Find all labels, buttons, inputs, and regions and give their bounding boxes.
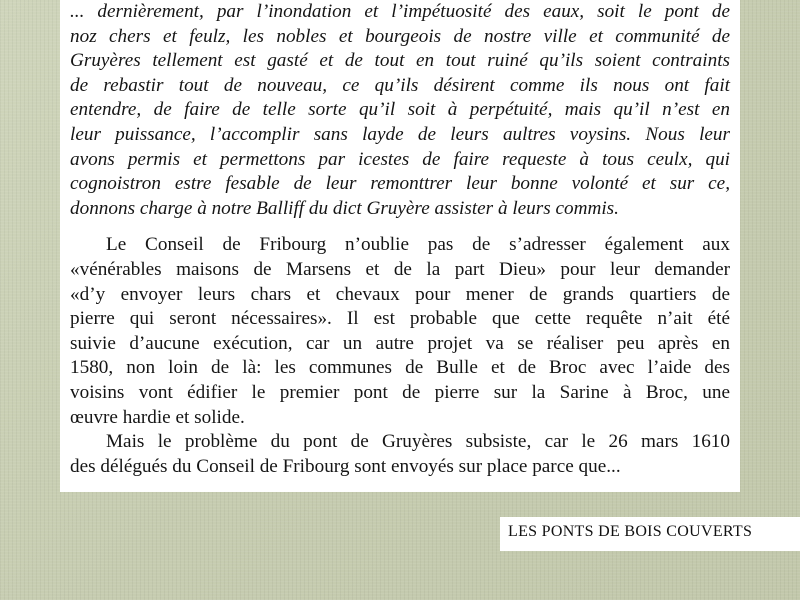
paragraph-line: 1580, non loin de là: les communes de Bulle et de Broc avec l’aide des — [70, 357, 730, 379]
quote-line: entendre, de faire de telle sorte qu’il soit à perpétuité, mais qu’il n’est en — [70, 99, 730, 121]
book-page — [60, 0, 740, 492]
quote-line: noz chers et feulz, les nobles et bourgeois de nostre ville et communité de — [70, 25, 730, 47]
paragraph-line: voisins vont édifier le premier pont de pierre sur la Sarine à Broc, une — [70, 381, 730, 403]
paragraph-line: Mais le problème du pont de Gruyères subsiste, car le 26 mars 1610 — [106, 431, 730, 453]
paragraph-line: «d’y envoyer leurs chars et chevaux pour mener de grands quartiers de — [70, 283, 730, 305]
paragraph-line: pierre qui seront nécessaires». Il est probable que cette requête n’ait été — [70, 308, 730, 330]
paragraph-line: suivie d’aucune exécution, car un autre projet va se réaliser peu après en — [70, 332, 730, 354]
paragraph-line: «vénérables maisons de Marsens et de la part Dieu» pour leur demander — [70, 258, 730, 280]
book-title-caption: LES PONTS DE BOIS COUVERTS — [500, 517, 800, 551]
quote-line: avons permis et permettons par icestes de faire requeste à tous ceulx, qui — [70, 148, 730, 170]
body-paragraph — [70, 430, 730, 479]
quote-line: de rebastir tout de nouveau, ce qu’ils désirent comme ils nous ont fait — [70, 74, 730, 96]
quote-line: leur puissance, l’accomplir sans layde de leurs aultres voysins. Nous leur — [70, 123, 730, 145]
quote-line: Gruyères tellement est gasté et de tout en tout ruiné qu’ils soient contraints — [70, 50, 730, 72]
quoted-passage — [70, 0, 730, 221]
quote-line: cognoistron estre fesable de leur remonttrer leur bonne volonté et sur ce, — [70, 173, 730, 195]
quote-line: donnons charge à notre Balliff du dict Gruyère assister à leurs commis. — [70, 197, 619, 219]
quote-line: ... dernièrement, par l’inondation et l’impétuosité des eaux, soit le pont de — [70, 1, 730, 22]
body-paragraph — [70, 233, 730, 430]
paragraph-line: œuvre hardie et solide. — [70, 406, 245, 428]
paragraph-line: des délégués du Conseil de Fribourg sont envoyés sur place parce que... — [70, 455, 621, 477]
paragraph-line: Le Conseil de Fribourg n’oublie pas de s’adresser également aux — [106, 234, 730, 256]
